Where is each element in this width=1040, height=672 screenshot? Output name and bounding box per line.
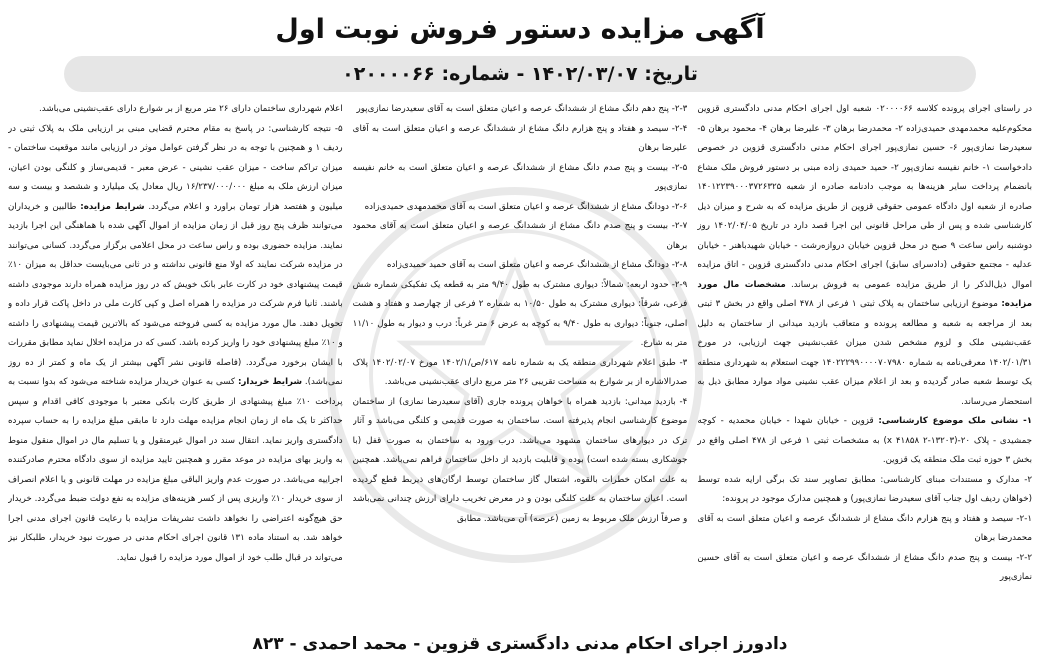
- paragraph-address: ۱- نشانی ملک موضوع کارشناسی: قزوین - خیابان شهدا - خیابان محمدیه - کوچه جمشیدی - پلاک ۲۰-(۱۳۲۰۳-۲ ۴۱۸۵۸ x) به مشخصات ثبتی ۱ فرعی از ۴۷۸ اصلی واقع در بخش ۳ حوزه ثبت ملک منطقه یک قزوین.: [697, 416, 1032, 465]
- paragraph-share-2-8: ۲-۸- دودانگ مشاع از ششدانگ عرصه و اعیان متعلق است به آقای حمید حمیدی‌زاده: [386, 260, 688, 270]
- paragraph-share-2-1: ۲-۱- سیصد و هفتاد و پنج هزارم دانگ مشاع از ششدانگ عرصه و اعیان متعلق است به آقای محمدرضا برهان: [697, 513, 1032, 543]
- paragraph-setback: اعلام شهرداری ساختمان دارای ۲۶ متر مربع از بر شوارع دارای عقب‌نشینی می‌باشد.: [39, 104, 343, 114]
- paragraph-boundaries: ۲-۹- حدود اربعه: شمالاً: دیواری مشترک به طول ۹/۴۰ متر به قطعه یک تفکیکی شماره شش فرعی، شرقاً: دیواری مشترک به طول ۱۰/۵۰ به شماره ۲ فرعی از چهارصد و هفتاد و هشت اصلی، جنوباً: دیواری به طول ۹/۴۰ به کوچه به عرض ۶ متر غرباً: درب و دیوار به طول ۱۱/۱۰ متر به شارع.: [352, 279, 688, 348]
- notice-signature: دادورز اجرای احکام مدنی دادگستری قزوین - محمد احمدی - ۸۲۳: [252, 634, 788, 654]
- column-left: [8, 100, 343, 624]
- date-number-bar: [64, 56, 976, 92]
- paragraph-valuation: ۵- نتیجه کارشناسی: در پاسخ به مقام محترم قضایی مبنی بر ارزیابی ملک به پلاک ثبتی در ردیف ۱ و همچنین با توجه به در نظر گرفتن عوامل موثر در ارزیابی مانند موقعیت ساختمان - میزان تراکم ساخت - میزان عقب نشینی - عرض معبر - قدیمی‌ساز و کلنگی بودن اعیان، میزان ارزش ملک به مبلغ ۱۶/۲۳۷/۰۰۰/۰۰۰ ریال معادل یک میلیارد و ششصد و بیست و سه میلیون و هفتصد هزار تومان براورد و اعلام می‌گردد. شرایط مزایده: طالبین و خریداران می‌توانند ظرف پنج روز قبل از زمان مزایده از اموال آگهی شده با هماهنگی این اجرا بازدید نمایند. مزایده حضوری بوده و راس ساعت در محل اعلامی برگزار می‌گردد. کسانی می‌توانند در مزایده شرکت نمایند که اولا منع قانونی نداشته و در ثانی می‌بایست حداقل به میزان ۱۰٪ قیمت پیشنهادی خود در کارت عابر بانک خویش که در روز مزایده همراه دارند موجودی داشته باشند. ثانیا فرم شرکت در مزایده را همراه اصل و کپی کارت ملی در داخل پاکت قرار داده و تحویل دهند. مال مورد مزایده به کسی فروخته می‌شود که بالاترین قیمت پیشنهادی را داشته و ۱۰٪ مبلغ پیشنهادی خود را واریز کرده باشد. کسی که در مزایده اخلال نماید مطابق مقررات با ایشان برخورد می‌گردد. (فاصله قانونی نشر آگهی بیشتر از یک ماه و کمتر از ده روز نمی‌باشد). شرایط خریدار: کسی به عنوان خریدار مزایده شناخته می‌شود که بدوا نسبت به پرداخت ۱۰٪ مبلغ پیشنهادی از طریق کارت بانکی معتبر با موجودی کافی اقدام و سپس حداکثر تا یک ماه از زمان انجام مزایده مهلت دارد تا مابقی مبلغ مزایده را به حساب سپرده دادگستری واریز نماید. انتقال سند در اموال غیرمنقول و یا تسلیم مال در اموال منقول منوط به واریز بهای مزایده در موعد مقرر و همچنین تایید مزایده از سوی دادگاه محترم صادرکننده اجراییه می‌باشد. در صورت عدم واریز الباقی مبلغ مزایده در مهلت قانونی و یا اعلام انصراف از سوی خریدار ۱۰٪ واریزی پس از کسر هزینه‌های مزایده به نفع دولت ضبط می‌گردد. خریدار حق هیچ‌گونه اعتراضی را نخواهد داشت تشریفات مزایده با رعایت قانون اجرای مدنی اجرا خواهد شد. به استناد ماده ۱۳۱ قانون اجرای احکام مدنی در صورت نبود خریدار، طلبکار نیز می‌تواند در قبال طلب خود از اموال مورد مزایده را قبول نماید.: [7, 123, 343, 563]
- column-middle: [353, 100, 688, 624]
- notice-body: [8, 100, 1032, 624]
- notice-title: آگهی مزایده دستور فروش نوبت اول: [275, 14, 765, 45]
- paragraph-share-2-4: ۲-۴- سیصد و هفتاد و پنج هزارم دانگ مشاع از ششدانگ عرصه و اعیان متعلق است به آقای علیرضا برهان: [352, 123, 688, 153]
- date-number-text: تاریخ: ۱۴۰۲/۰۳/۰۷ - شماره: ۰۲۰۰۰۰۶۶: [342, 63, 698, 85]
- column-right: [697, 100, 1032, 624]
- paragraph-documents: ۲- مدارک و مستندات مبنای کارشناسی: مطابق تصاویر سند تک برگی ارایه شده توسط (خواهان ردیف اول جناب آقای سعیدرضا نمازی‌پور) و همچنین مدارک موجود در پرونده:: [697, 474, 1032, 504]
- paragraph-share-2-5: ۲-۵- بیست و پنج صدم دانگ مشاع از ششدانگ عرصه و اعیان متعلق است به خانم نفیسه نمازی‌پور: [352, 162, 688, 192]
- paragraph-municipality: ۳- طبق اعلام شهرداری منطقه یک به شماره نامه ۶۱۷/ص/۱۴۰۲/۱ مورخ ۱۴۰۲/۰۲/۰۷ پلاک صدرالاشاره از بر شوارع به مساحت تقریبی ۲۶ متر مربع دارای عقب‌نشینی می‌باشد.: [352, 357, 688, 387]
- paragraph-share-2-7: ۲-۷- بیست و پنج صدم دانگ مشاع از ششدانگ عرصه و اعیان متعلق است به آقای محمود برهان: [352, 221, 688, 251]
- paragraph-site-visit: ۴- بازدید میدانی: بازدید همراه با خواهان پرونده جاری (آقای سعیدرضا نمازی) از ساختمان موضوع کارشناسی انجام پذیرفته است. ساختمان به صورت قدیمی و کلنگی می‌باشد و آثار ترک در دیوارهای ساختمان مشهود می‌باشد. درب ورود به ساختمان به صورت قفل (با جوشکاری بسته شده است) بوده و قابلیت بازدید از داخل ساختمان فراهم نمی‌باشد. همچنین به علت امکان خطرات بالقوه، اشتعال گاز ساختمان توسط ارگان‌های ذیربط قطع گردیده است. اعیان ساختمان به علت کلنگی بودن و در معرض تخریب دارای ارزش چندانی نمی‌باشد و صرفاً ارزش ملک مربوط به زمین (عرصه) آن می‌باشد. مطابق: [352, 396, 688, 524]
- paragraph-share-2-3: ۲-۳- پنج دهم دانگ مشاع از ششدانگ عرصه و اعیان متعلق است به آقای سعیدرضا نمازی‌پور: [356, 104, 688, 114]
- paragraph-share-2-2: ۲-۲- بیست و پنج صدم دانگ مشاع از ششدانگ عرصه و اعیان متعلق است به آقای حسین نمازی‌پور: [697, 552, 1032, 582]
- paragraph-intro: در راستای اجرای پرونده کلاسه ۰۲۰۰۰۰۶۶ شعبه اول اجرای احکام مدنی دادگستری قزوین محکوم‌علیه محمدمهدی حمیدی‌زاده ۲- محمدرضا برهان ۳- علیرضا برهان ۴- محمود برهان ۵- سعیدرضا نمازی‌پور ۶- حسین نمازی‌پور اجرای احکام مدنی دادگستری قزوین در خصوص دادخواست ۱- خانم نفیسه نمازی‌پور ۲- حمید حمیدی زاده مبنی بر دستور فروش ملک مشاع بانضمام پرداخت سایر هزینه‌ها به موجب دادنامه صادره از شعبه ۱۴۰۱۲۲۳۹۰۰۰۳۷۲۶۳۲۵ صادره از شعبه اول دادگاه عمومی حقوقی قزوین از طریق مزایده که به شرح و میزان ذیل کارشناسی شده و پس از طی مراحل قانونی این اجرا قصد دارد در تاریخ ۱۴۰۲/۰۴/۰۵ روز دوشنبه راس ساعت ۹ صبح در محل قزوین خیابان دروازه‌رشت - خیابان شهیدباهنر - خیابان عدلیه - مجتمع حقوقی (دادسرای سابق) اجرای احکام مدنی دادگستری قزوین - اتاق مزایده اموال ذیل‌الذکر را از طریق مزایده عمومی به فروش برساند. مشخصات مال مورد مزایده: موضوع ارزیابی ساختمان به پلاک ثبتی ۱ فرعی از ۴۷۸ اصلی واقع در بخش ۳ ثبتی بعد از مراجعه به شعبه و مطالعه پرونده و متعاقب بازدید میدانی از ساختمان به دلیل عقب‌نشینی ملک و لزوم مشخص شدن میزان عقب‌نشینی جهت ارزیابی، در مورخ ۱۴۰۲/۰۱/۳۱ معرفی‌نامه به شماره ۱۴۰۲۲۲۹۹۰۰۰۰۷۰۷۹۸۰ جهت استعلام به شهرداری منطقه یک توسط شعبه صادر گردیده و بعد از اعلام میزان عقب نشینی مواد موارد مطابق ذیل به استحضار می‌رساند.: [697, 104, 1032, 407]
- paragraph-share-2-6: ۲-۶- دودانگ مشاع از ششدانگ عرصه و اعیان متعلق است به آقای محمدمهدی حمیدی‌زاده: [364, 201, 688, 212]
